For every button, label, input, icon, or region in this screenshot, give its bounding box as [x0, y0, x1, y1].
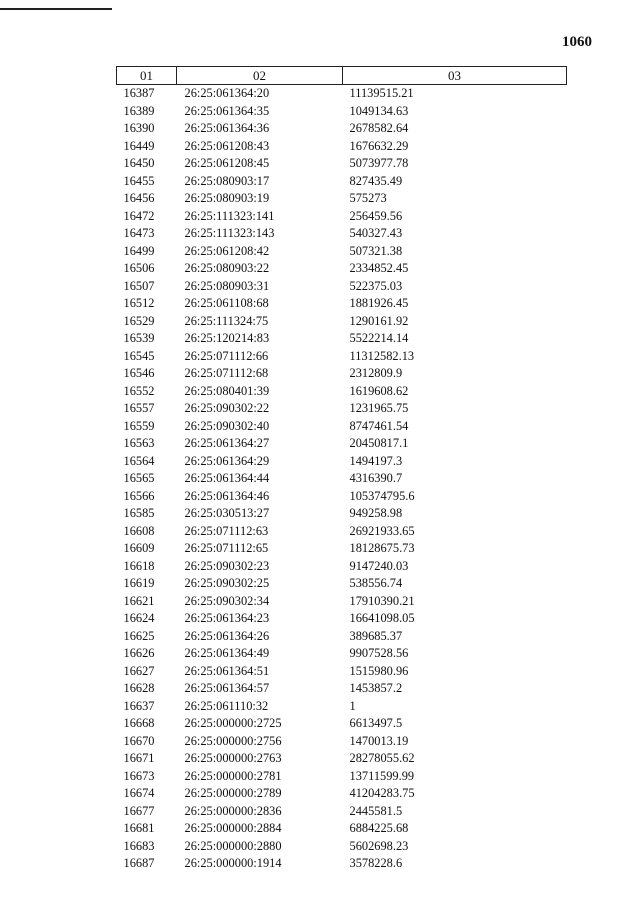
cell-01: 16619: [123, 576, 155, 590]
column-header-03: 03: [343, 67, 567, 85]
cell-03: 6884225.68: [349, 821, 409, 835]
cell-02: 26:25:071112:68: [184, 366, 269, 380]
table-row: [117, 768, 567, 786]
cell-03: 26921933.65: [349, 523, 415, 538]
cell-02: 26:25:000000:2836: [184, 803, 282, 818]
table-row: [117, 348, 567, 366]
cell-01: 16618: [123, 558, 155, 573]
cell-02: 26:25:061364:51: [184, 663, 270, 678]
table-row: [117, 453, 567, 471]
table-row: [117, 260, 567, 278]
cell-02: 26:25:090302:22: [184, 401, 270, 415]
cell-03: 1494197.3: [349, 453, 403, 468]
table-row: [117, 785, 567, 803]
cell-02: 26:25:000000:2781: [184, 768, 282, 783]
cell-03: 256459.56: [349, 208, 403, 223]
cell-02: 26:25:061364:27: [184, 436, 270, 450]
cell-02: 26:25:111323:143: [184, 226, 275, 240]
table-row: [117, 733, 567, 751]
cell-03: 6613497.5: [349, 716, 403, 730]
cell-03: 28278055.62: [349, 751, 415, 765]
cell-02: 26:25:080401:39: [184, 383, 270, 398]
cell-02: 26:25:000000:2884: [184, 821, 282, 835]
cell-01: 16566: [123, 488, 155, 503]
cell-01: 16539: [123, 331, 155, 345]
cell-01: 16390: [123, 121, 155, 135]
cell-02: 26:25:061364:46: [184, 488, 270, 503]
cell-03: 8747461.54: [349, 418, 409, 433]
cell-01: 16677: [123, 803, 155, 818]
cell-03: 9147240.03: [349, 558, 409, 573]
table-row: [117, 628, 567, 646]
page-number: 1060: [562, 34, 592, 50]
cell-01: 16564: [123, 453, 155, 468]
cell-01: 16563: [123, 436, 155, 450]
cell-01: 16559: [123, 418, 155, 433]
cell-03: 827435.49: [349, 173, 403, 188]
table-row: [117, 383, 567, 401]
table-row: [117, 593, 567, 611]
cell-03: 1470013.19: [349, 733, 409, 748]
cell-02: 26:25:080903:19: [184, 191, 270, 205]
cell-03: 949258.98: [349, 506, 403, 520]
cell-03: 2678582.64: [349, 121, 409, 135]
table-row: [117, 295, 567, 313]
top-rule: [0, 8, 112, 10]
table-row: [117, 243, 567, 261]
cell-01: 16608: [123, 523, 155, 538]
table-row: [117, 418, 567, 436]
cell-03: 41204283.75: [349, 786, 415, 800]
cell-02: 26:25:090302:23: [184, 558, 270, 573]
cell-01: 16668: [123, 716, 155, 730]
cell-01: 16687: [123, 856, 155, 870]
cell-03: 538556.74: [349, 576, 403, 590]
cell-03: 1231965.75: [349, 401, 409, 415]
cell-02: 26:25:061108:68: [184, 296, 269, 310]
cell-03: 18128675.73: [349, 541, 415, 555]
table-row: [117, 645, 567, 663]
cell-01: 16552: [123, 383, 155, 398]
column-header-01: 01: [117, 67, 177, 85]
cell-02: 26:25:061364:36: [184, 121, 270, 135]
table-row: [117, 838, 567, 856]
cell-02: 26:25:111324:75: [184, 313, 269, 328]
cell-02: 26:25:000000:2789: [184, 786, 282, 800]
table-row: [117, 208, 567, 226]
table-row: [117, 400, 567, 418]
cell-01: 16674: [123, 786, 155, 800]
cell-01: 16546: [123, 366, 155, 380]
table-row: [117, 330, 567, 348]
cell-01: 16624: [123, 611, 155, 625]
cell-01: 16621: [123, 593, 155, 608]
cell-03: 20450817.1: [349, 436, 409, 450]
cell-01: 16626: [123, 646, 155, 660]
cell-03: 522375.03: [349, 278, 403, 293]
table-row: [117, 85, 567, 103]
table-row: [117, 365, 567, 383]
table-row: [117, 803, 567, 821]
cell-03: 11312582.13: [349, 348, 415, 363]
cell-01: 16627: [123, 663, 155, 678]
table-row: [117, 155, 567, 173]
cell-01: 16545: [123, 348, 155, 363]
cell-01: 16456: [123, 191, 155, 205]
cell-02: 26:25:071112:65: [184, 541, 269, 555]
header-row: [117, 67, 567, 85]
cell-03: 2445581.5: [349, 803, 403, 818]
cell-01: 16507: [123, 278, 155, 293]
cell-01: 16449: [123, 138, 155, 153]
table-row: [117, 698, 567, 716]
cell-03: 5073977.78: [349, 156, 409, 170]
cell-03: 11139515.21: [349, 86, 414, 100]
table-row: [117, 820, 567, 838]
table-row: [117, 173, 567, 191]
cell-02: 26:25:061208:43: [184, 138, 270, 153]
cell-02: 26:25:111323:141: [184, 208, 275, 223]
table-row: [117, 488, 567, 506]
table-row: [117, 190, 567, 208]
cell-02: 26:25:061364:23: [184, 611, 270, 625]
table-row: [117, 138, 567, 156]
table-row: [117, 278, 567, 296]
cell-02: 26:25:061364:35: [184, 103, 270, 118]
cell-01: 16637: [123, 698, 155, 713]
cell-02: 26:25:090302:40: [184, 418, 270, 433]
cell-01: 16455: [123, 173, 155, 188]
table-row: [117, 750, 567, 768]
cell-01: 16585: [123, 506, 155, 520]
cell-02: 26:25:000000:2880: [184, 838, 282, 853]
cell-02: 26:25:000000:2725: [184, 716, 282, 730]
cell-02: 26:25:000000:2756: [184, 733, 282, 748]
cell-02: 26:25:080903:31: [184, 278, 270, 293]
cell-02: 26:25:080903:22: [184, 261, 270, 275]
cell-03: 540327.43: [349, 226, 403, 240]
cell-02: 26:25:071112:63: [184, 523, 269, 538]
cell-01: 16389: [123, 103, 155, 118]
table-row: [117, 505, 567, 523]
cell-01: 16557: [123, 401, 155, 415]
cell-02: 26:25:061208:42: [184, 243, 270, 258]
table-row: [117, 540, 567, 558]
cell-02: 26:25:061110:32: [184, 698, 269, 713]
cell-02: 26:25:061364:26: [184, 628, 270, 643]
cell-03: 5602698.23: [349, 838, 409, 853]
cell-03: 105374795.6: [349, 488, 415, 503]
cell-01: 16512: [123, 296, 155, 310]
cell-03: 1676632.29: [349, 138, 409, 153]
cell-01: 16499: [123, 243, 155, 258]
table-row: [117, 680, 567, 698]
cell-01: 16683: [123, 838, 155, 853]
table-row: [117, 103, 567, 121]
table-row: [117, 120, 567, 138]
cell-03: 1290161.92: [349, 313, 409, 328]
cell-03: 1515980.96: [349, 663, 409, 678]
cell-02: 26:25:080903:17: [184, 173, 270, 188]
cell-02: 26:25:061364:20: [184, 86, 270, 100]
cell-01: 16609: [123, 541, 155, 555]
table-row: [117, 855, 567, 873]
cell-01: 16681: [123, 821, 155, 835]
cell-03: 1049134.63: [349, 103, 409, 118]
table-row: [117, 715, 567, 733]
cell-01: 16450: [123, 156, 155, 170]
cell-02: 26:25:061208:45: [184, 156, 270, 170]
cell-02: 26:25:061364:29: [184, 453, 270, 468]
table-row: [117, 558, 567, 576]
table-row: [117, 575, 567, 593]
cell-01: 16529: [123, 313, 155, 328]
cell-02: 26:25:071112:66: [184, 348, 269, 363]
cell-03: 389685.37: [349, 628, 403, 643]
cell-03: 2312809.9: [349, 366, 403, 380]
cell-03: 4316390.7: [349, 471, 403, 485]
cell-03: 17910390.21: [349, 593, 415, 608]
cell-03: 9907528.56: [349, 646, 409, 660]
cell-02: 26:25:030513:27: [184, 506, 270, 520]
cell-01: 16472: [123, 208, 155, 223]
table-row: [117, 610, 567, 628]
cell-02: 26:25:000000:2763: [184, 751, 282, 765]
table-row: [117, 435, 567, 453]
cell-01: 16473: [123, 226, 155, 240]
cell-01: 16625: [123, 628, 155, 643]
cell-03: 16641098.05: [349, 611, 415, 625]
cell-01: 16506: [123, 261, 155, 275]
cell-03: 1: [349, 698, 356, 713]
cell-01: 16628: [123, 681, 155, 695]
cell-03: 507321.38: [349, 243, 403, 258]
cell-03: 1453857.2: [349, 681, 403, 695]
cell-01: 16387: [123, 86, 155, 100]
cell-02: 26:25:090302:25: [184, 576, 270, 590]
cell-03: 575273: [349, 191, 387, 205]
table-row: [117, 663, 567, 681]
cell-03: 3578228.6: [349, 856, 403, 870]
table-row: [117, 225, 567, 243]
cell-02: 26:25:000000:1914: [184, 856, 282, 870]
cell-02: 26:25:090302:34: [184, 593, 270, 608]
cell-03: 1619608.62: [349, 383, 409, 398]
cell-02: 26:25:120214:83: [184, 331, 270, 345]
cell-01: 16565: [123, 471, 155, 485]
cell-03: 13711599.99: [349, 768, 415, 783]
cell-02: 26:25:061364:57: [184, 681, 270, 695]
cell-02: 26:25:061364:49: [184, 646, 270, 660]
cell-03: 2334852.45: [349, 261, 409, 275]
cell-02: 26:25:061364:44: [184, 471, 270, 485]
cell-01: 16673: [123, 768, 155, 783]
table-row: [117, 313, 567, 331]
cell-03: 1881926.45: [349, 296, 409, 310]
column-header-02: 02: [177, 67, 343, 85]
cell-03: 5522214.14: [349, 331, 409, 345]
data-table: [116, 66, 567, 873]
table-row: [117, 470, 567, 488]
cell-01: 16670: [123, 733, 155, 748]
table-header: [117, 67, 567, 85]
table-row: [117, 523, 567, 541]
table-body: [117, 85, 567, 873]
cell-01: 16671: [123, 751, 155, 765]
